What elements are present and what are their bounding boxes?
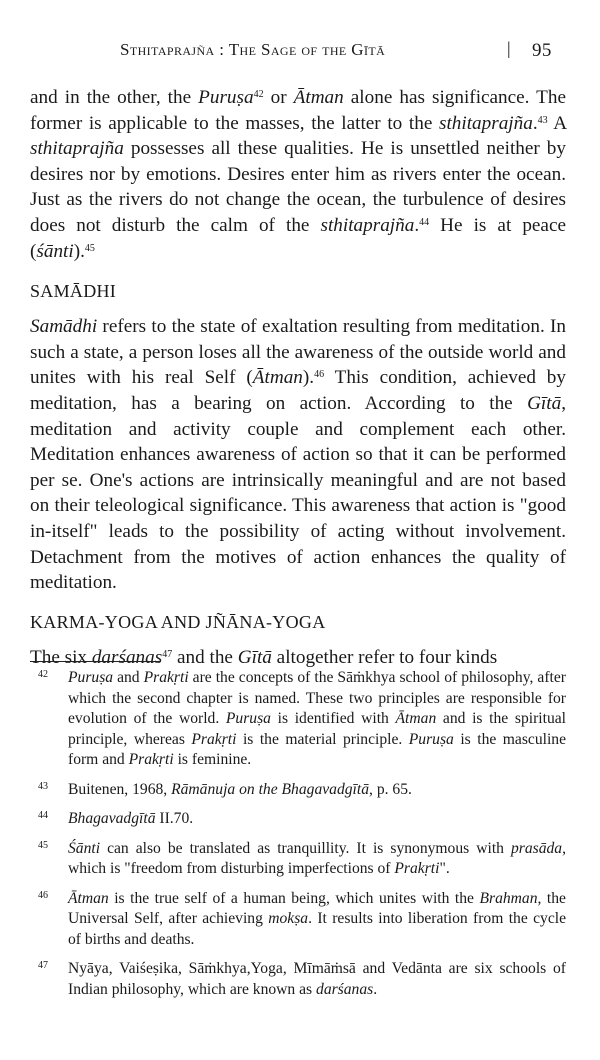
- footnote-46: 46 Ātman is the true self of a human being, which unites with the Brahman, the Universal Self, after achieving mokṣa. It results into liberation from the cycle of births and deaths.: [38, 889, 566, 948]
- running-head: [0, 40, 600, 70]
- section-heading-karma-yoga: KARMA-YOGA AND JÑĀNA-YOGA: [30, 611, 326, 632]
- footnote-43: 43 Buitenen, 1968, Rāmānuja on the Bhagavadgītā, p. 65.: [38, 780, 412, 798]
- page-number: 95: [532, 40, 552, 61]
- footnote-ref-44[interactable]: 44: [419, 216, 430, 228]
- footnote-number: 43: [38, 780, 48, 792]
- running-head-title: Sthitaprajña : The Sage of the Gītā: [120, 40, 386, 59]
- footnote-ref-47[interactable]: 47: [162, 648, 173, 660]
- footnote-number: 44: [38, 810, 48, 821]
- footnote-ref-45[interactable]: 45: [84, 242, 95, 254]
- footnote-number: 47: [38, 960, 48, 971]
- footnote-ref-42[interactable]: 42: [253, 89, 264, 100]
- footnote-45: 45 Śānti can also be translated as tranquillity. It is synonymous with prasāda, which is "freedom from disturbing imperfections of Prakṛti".: [38, 839, 566, 877]
- footnote-47: 47 Nyāya, Vaiśeṣika, Sāṁkhya,Yoga, Mīmāṁsā and Vedānta are six schools of Indian philosophy, which are known as darśanas.: [38, 960, 566, 998]
- paragraph-karma-yoga: The six darśanas$^{47}$ and the Gītā altogether refer to four kinds: [30, 646, 498, 668]
- footnotes: [30, 668, 566, 1009]
- footnote-number: 46: [38, 889, 48, 901]
- body-text: [30, 85, 566, 670]
- footnote-ref-43[interactable]: 43: [537, 114, 548, 126]
- paragraph-samadhi: Samādhi refers to the state of exaltation resulting from meditation. In such a state, a person loses all the awareness of the outside world and unites with his real Self (Ātman).$^{46}$ This condition, achieved by meditation, has a bearing on action. According to the Gītā, meditation and activity couple and complement each other. Meditation enhances awareness of action so that it can be performed per se. One's actions are intrinsically meaningful and are not based on their teleological significance. This awareness that action is "good in-itself" leads to the possibility of acting without involvement. Detachment from the motives of action enhances the quality of meditation.: [30, 316, 566, 594]
- section-heading-samadhi: SAMĀDHI: [30, 281, 117, 302]
- footnote-44: 44 Bhagavadgītā II.70.: [38, 810, 194, 827]
- running-head-separator: |: [507, 38, 512, 58]
- footnote-number: 45: [38, 839, 48, 851]
- footnote-number: 42: [38, 669, 48, 680]
- footnote-ref-46[interactable]: 46: [314, 369, 325, 381]
- footnote-divider: [30, 661, 160, 662]
- paragraph-continuation: and in the other, the Puruṣa$^{42}$ or Ātman alone has significance. The former is applicable to the masses, the latter to the sthitaprajña.$^{43}$ A sthitaprajña possesses all these qualities. He is unsettled neither by desires nor by emotions. Desires enter him as rivers enter the ocean. Just as the rivers do not change the ocean, the turbulence of desires does not disturb the calm of the sthitaprajña.$^{44}$ He is at peace (śānti).$^{45}$: [30, 87, 566, 262]
- footnote-42: 42 Puruṣa and Prakṛti are the concepts of the Sāṁkhya school of philosophy, after which the second chapter is named. These two principles are responsible for evolution of the world. Puruṣa is identified with Ātman and is the spiritual principle, whereas Prakṛti is the material principle. Puruṣa is the masculine form and Prakṛti is feminine.: [38, 669, 566, 768]
